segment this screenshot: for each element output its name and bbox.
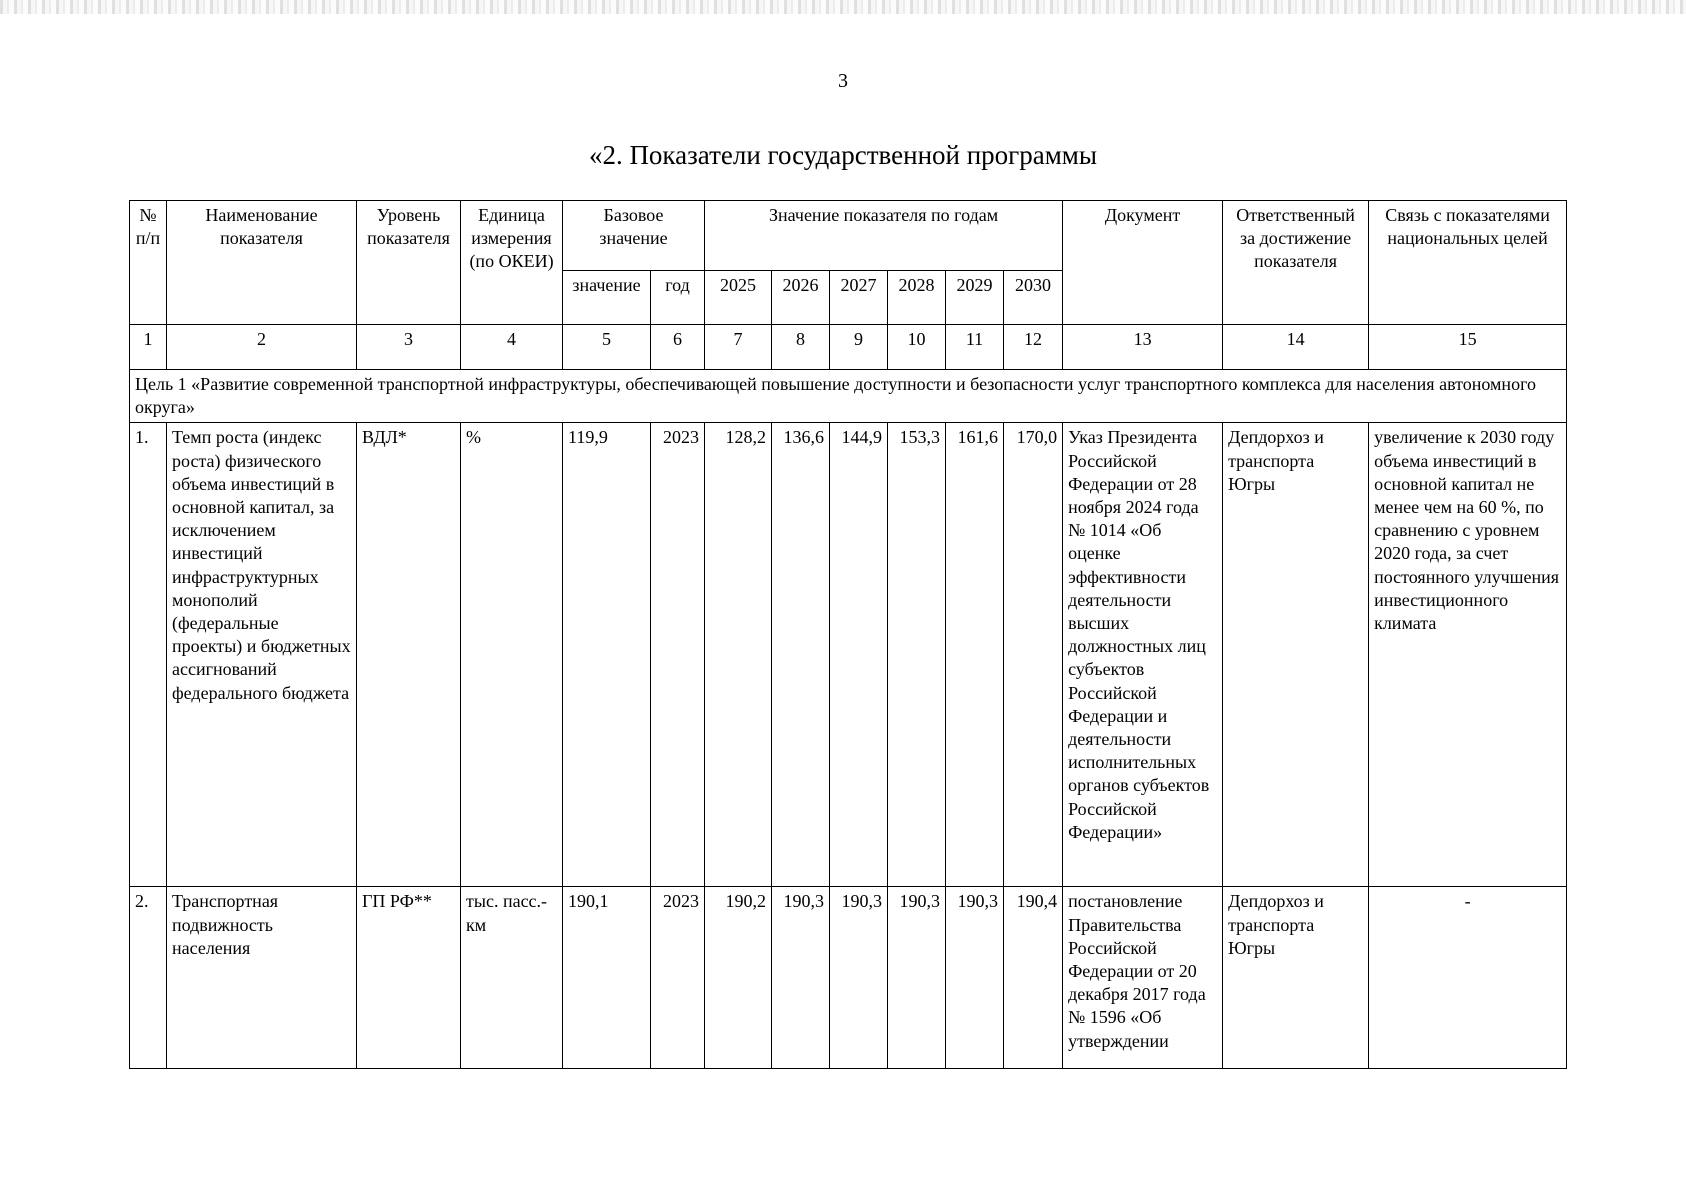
scan-edge	[0, 0, 1686, 14]
header-base-value: Базовое значение	[563, 201, 705, 271]
header-year-2028: 2028	[888, 271, 946, 325]
header-number: № п/п	[130, 201, 167, 325]
column-number: 11	[946, 325, 1004, 370]
indicator-name: Транспортная подвижность населения	[167, 887, 357, 1069]
indicator-level: ГП РФ**	[357, 887, 461, 1069]
header-year-2029: 2029	[946, 271, 1004, 325]
column-numbers-row	[130, 325, 1567, 370]
row-number: 2.	[130, 887, 167, 1069]
value-2030: 190,4	[1004, 887, 1063, 1069]
page-number: 3	[838, 70, 848, 92]
national-goals-link: -	[1369, 887, 1567, 1069]
column-number: 12	[1004, 325, 1063, 370]
header-year-2025: 2025	[705, 271, 772, 325]
header-document: Документ	[1063, 201, 1223, 325]
header-unit: Единица измерения (по ОКЕИ)	[461, 201, 563, 325]
base-value: 190,1	[563, 887, 651, 1069]
header-year-2030: 2030	[1004, 271, 1063, 325]
column-number: 6	[651, 325, 705, 370]
column-number: 2	[167, 325, 357, 370]
indicator-unit: тыс. пасс.-км	[461, 887, 563, 1069]
column-number: 8	[772, 325, 830, 370]
base-year: 2023	[651, 423, 705, 887]
indicator-unit: %	[461, 423, 563, 887]
indicator-name: Темп роста (индекс роста) физического объема инвестиций в основной капитал, за исключением инвестиций инфраструктурных монополий (федеральные проекты) и бюджетных ассигнований федерального бюджета	[167, 423, 357, 887]
value-2029: 161,6	[946, 423, 1004, 887]
column-number: 5	[563, 325, 651, 370]
value-2028: 153,3	[888, 423, 946, 887]
goal-row	[130, 370, 1567, 423]
page-title: «2. Показатели государственной программы	[588, 140, 1098, 170]
value-2027: 144,9	[830, 423, 888, 887]
column-number: 13	[1063, 325, 1223, 370]
responsible: Депдорхоз и транспорта Югры	[1223, 887, 1369, 1069]
value-2025: 128,2	[705, 423, 772, 887]
header-year-2026: 2026	[772, 271, 830, 325]
base-year: 2023	[651, 887, 705, 1069]
value-2028: 190,3	[888, 887, 946, 1069]
value-2026: 190,3	[772, 887, 830, 1069]
header-name: Наименование показателя	[167, 201, 357, 325]
table-row	[130, 887, 1567, 1069]
column-number: 14	[1223, 325, 1369, 370]
header-level: Уровень показателя	[357, 201, 461, 325]
header-link-national-goals: Связь с показателями национальных целей	[1369, 201, 1567, 325]
column-number: 7	[705, 325, 772, 370]
column-number: 10	[888, 325, 946, 370]
indicators-table	[129, 200, 1567, 1069]
header-base-val: значение	[563, 271, 651, 325]
value-2025: 190,2	[705, 887, 772, 1069]
document: Указ Президента Российской Федерации от 28 ноября 2024 года № 1014 «Об оценке эффективности деятельности высших должностных лиц субъектов Российской Федерации и деятельности исполнительных органов субъектов Российской Федерации»	[1063, 423, 1223, 887]
header-base-year: год	[651, 271, 705, 325]
column-number: 1	[130, 325, 167, 370]
column-number: 4	[461, 325, 563, 370]
document: постановление Правительства Российской Федерации от 20 декабря 2017 года № 1596 «Об утверждении	[1063, 887, 1223, 1069]
goal-text: Цель 1 «Развитие современной транспортной инфраструктуры, обеспечивающей повышение доступности и безопасности услуг транспортного комплекса для населения автономного округа»	[130, 370, 1567, 423]
base-value: 119,9	[563, 423, 651, 887]
value-2029: 190,3	[946, 887, 1004, 1069]
responsible: Депдорхоз и транспорта Югры	[1223, 423, 1369, 887]
header-year-2027: 2027	[830, 271, 888, 325]
column-number: 9	[830, 325, 888, 370]
indicator-level: ВДЛ*	[357, 423, 461, 887]
value-2030: 170,0	[1004, 423, 1063, 887]
column-number: 15	[1369, 325, 1567, 370]
table-row	[130, 423, 1567, 887]
national-goals-link: увеличение к 2030 году объема инвестиций в основной капитал не менее чем на 60 %, по сравнению с уровнем 2020 года, за счет постоянного улучшения инвестиционного климата	[1369, 423, 1567, 887]
header-responsible: Ответственный за достижение показателя	[1223, 201, 1369, 325]
header-values-by-years: Значение показателя по годам	[705, 201, 1063, 271]
row-number: 1.	[130, 423, 167, 887]
value-2027: 190,3	[830, 887, 888, 1069]
column-number: 3	[357, 325, 461, 370]
value-2026: 136,6	[772, 423, 830, 887]
